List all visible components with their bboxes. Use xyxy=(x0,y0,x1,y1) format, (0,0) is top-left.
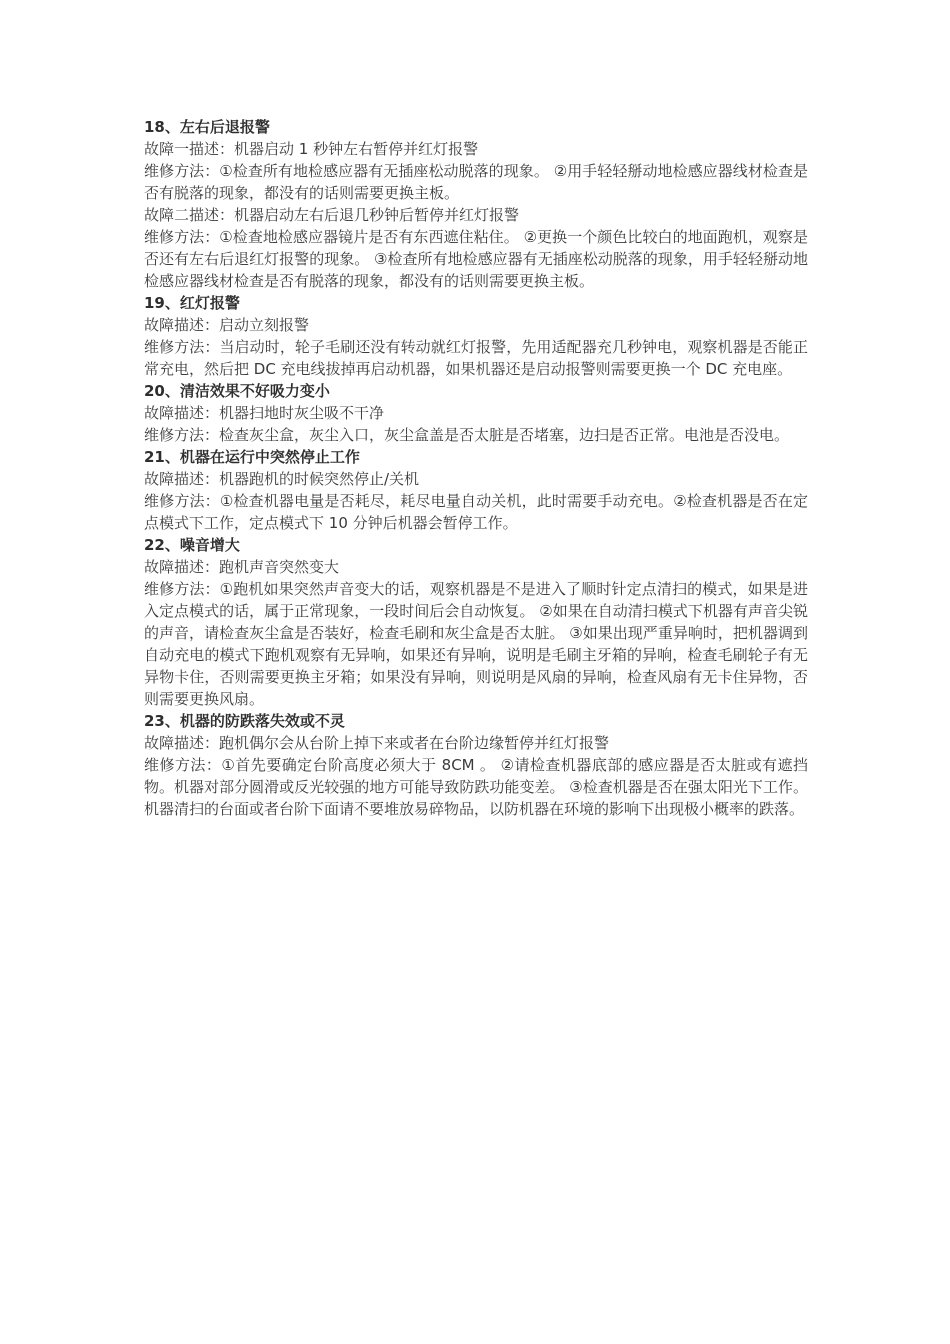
fault-description: 故障二描述：机器启动左右后退几秒钟后暂停并红灯报警 xyxy=(144,206,520,224)
repair-method: 维修方法：当启动时，轮子毛刷还没有转动就红灯报警，先用适配器充几秒钟电，观察机器是否能正常充电，然后把 DC 充电线拔掉再启动机器，如果机器还是启动报警则需要更换一个 DC 充电座。 xyxy=(144,338,808,378)
fault-description: 故障描述：机器扫地时灰尘吸不干净 xyxy=(144,404,385,422)
repair-method: 维修方法：①跑机如果突然声音变大的话，观察机器是不是进入了顺时针定点清扫的模式，如果是进入定点模式的话，属于正常现象，一段时间后会自动恢复。 ②如果在自动清扫模式下机器有声音尖锐的声音，请检查灰尘盒是否装好，检查毛刷和灰尘盒是否太脏。 ③如果出现严重异响时，把机器调到自动充电的模式下跑机观察有无异响，如果还有异响，说明是毛刷主牙箱的异响，检查毛刷轮子有无异物卡住，否则需要更换主牙箱；如果没有异响，则说明是风扇的异响，检查风扇有无卡住异物，否则需要更换风扇。 xyxy=(144,580,808,708)
section-heading-18: 18、左右后退报警 xyxy=(144,118,270,136)
section-heading-23: 23、机器的防跌落失效或不灵 xyxy=(144,712,345,730)
section-heading-21: 21、机器在运行中突然停止工作 xyxy=(144,448,360,466)
repair-method: 维修方法：①检查地检感应器镜片是否有东西遮住粘住。 ②更换一个颜色比较白的地面跑机，观察是否还有左右后退红灯报警的现象。 ③检查所有地检感应器有无插座松动脱落的现象，用手轻轻掰动地检感应器线材检查是否有脱落的现象，都没有的话则需要更换主板。 xyxy=(144,228,808,290)
repair-method: 维修方法：①检查所有地检感应器有无插座松动脱落的现象。 ②用手轻轻掰动地检感应器线材检查是否有脱落的现象，都没有的话则需要更换主板。 xyxy=(144,162,808,202)
repair-method: 维修方法：①首先要确定台阶高度必须大于 8CM 。 ②请检查机器底部的感应器是否太脏或有遮挡物。机器对部分圆滑或反光较强的地方可能导致防跌功能变差。 ③检查机器是否在强太阳光下工作。机器清扫的台面或者台阶下面请不要堆放易碎物品，以防机器在环境的影响下出现极小概率的跌落。 xyxy=(144,756,808,818)
section-heading-19: 19、红灯报警 xyxy=(144,294,240,312)
fault-description: 故障描述：机器跑机的时候突然停止/关机 xyxy=(144,470,420,488)
repair-method: 维修方法：①检查机器电量是否耗尽，耗尽电量自动关机，此时需要手动充电。②检查机器是否在定点模式下工作，定点模式下 10 分钟后机器会暂停工作。 xyxy=(144,492,808,532)
fault-description: 故障描述：跑机声音突然变大 xyxy=(144,558,340,576)
repair-method: 维修方法：检查灰尘盒，灰尘入口，灰尘盒盖是否太脏是否堵塞，边扫是否正常。电池是否没电。 xyxy=(144,426,790,444)
fault-description: 故障描述：跑机偶尔会从台阶上掉下来或者在台阶边缘暂停并红灯报警 xyxy=(144,734,610,752)
section-heading-22: 22、噪音增大 xyxy=(144,536,240,554)
fault-description: 故障一描述：机器启动 1 秒钟左右暂停并红灯报警 xyxy=(144,140,479,158)
document-body xyxy=(144,116,808,820)
section-heading-20: 20、清洁效果不好吸力变小 xyxy=(144,382,330,400)
fault-description: 故障描述：启动立刻报警 xyxy=(144,316,310,334)
